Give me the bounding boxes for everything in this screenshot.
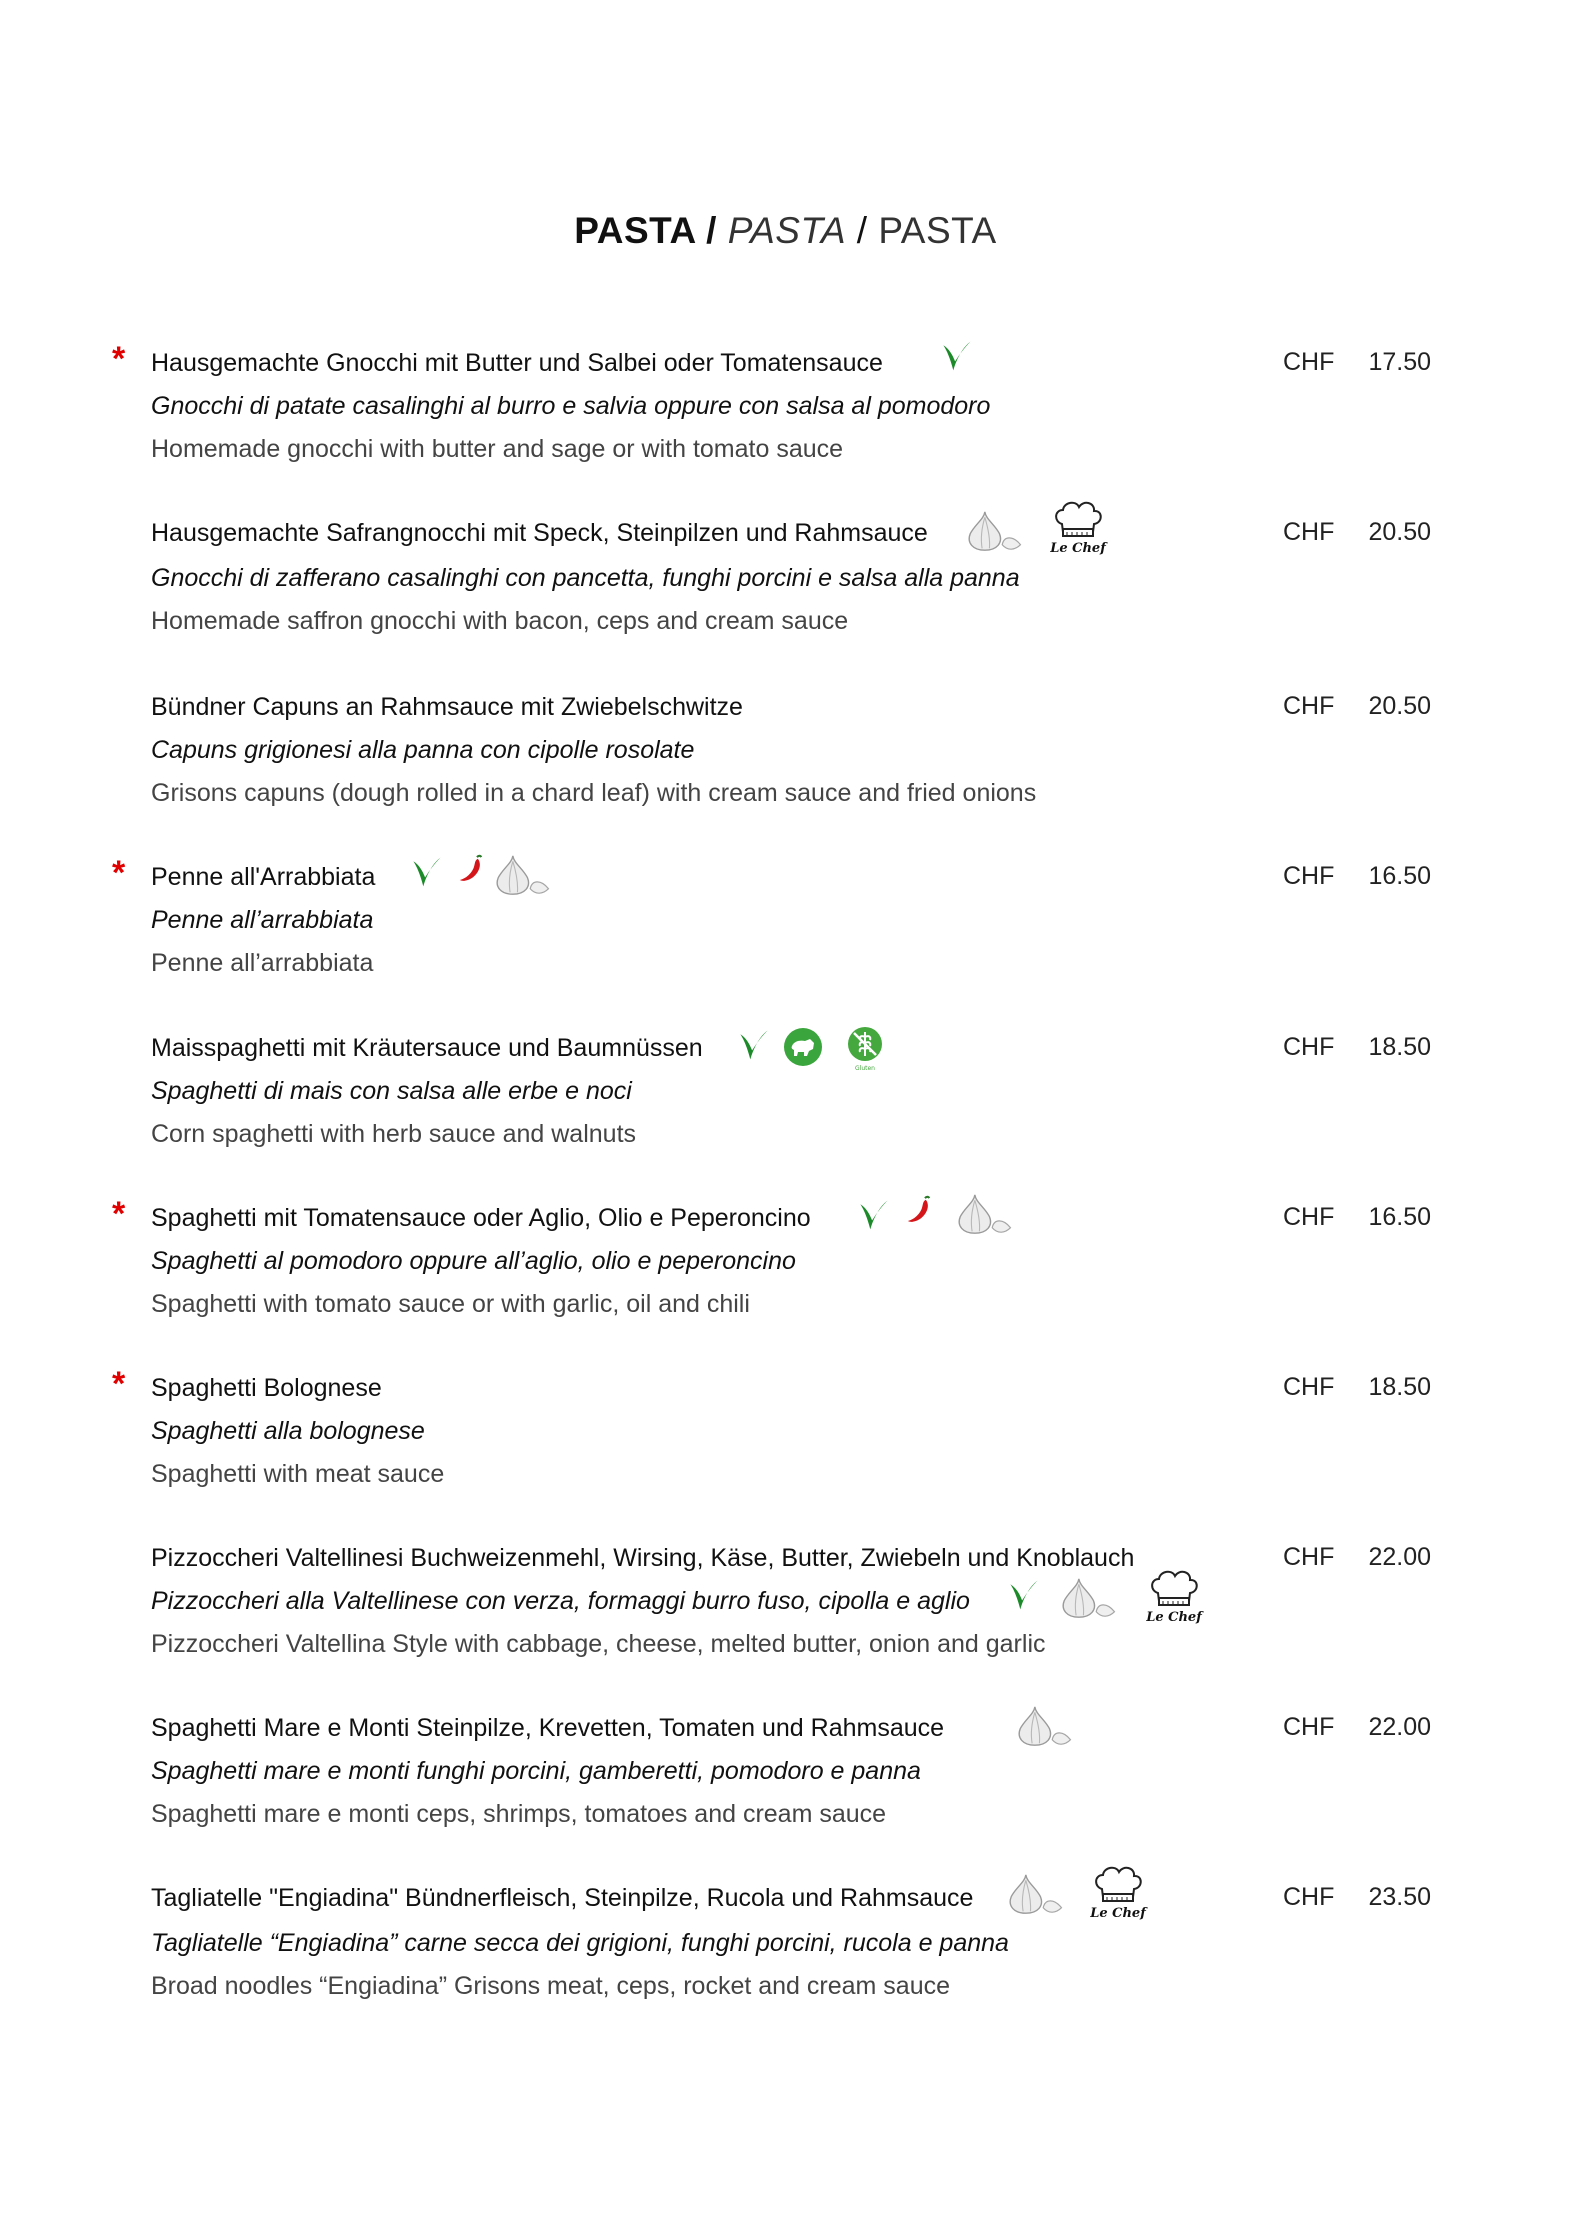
item-name-en: Spaghetti with meat sauce <box>151 1460 445 1488</box>
currency: CHF <box>1283 518 1335 546</box>
item-name-en: Broad noodles “Engiadina” Grisons meat, ceps, rocket and cream sauce <box>151 1972 951 2000</box>
menu-item <box>0 1365 1571 1523</box>
item-name-de: Tagliatelle "Engiadina" Bündnerfleisch, Steinpilze, Rucola und Rahmsauce <box>151 1884 974 1912</box>
item-name-en: Corn spaghetti with herb sauce and walnuts <box>151 1120 637 1148</box>
recommended-star: * <box>112 1195 126 1233</box>
item-name-en: Spaghetti mare e monti ceps, shrimps, tomatoes and cream sauce <box>151 1800 887 1828</box>
item-name-en: Homemade saffron gnocchi with bacon, ceps and cream sauce <box>151 607 849 635</box>
vegetarian-icon <box>938 338 974 374</box>
item-name-en: Pizzoccheri Valtellina Style with cabbage, cheese, melted butter, onion and garlic <box>151 1630 1046 1658</box>
price: 22.00 <box>1368 1713 1431 1741</box>
price: 20.50 <box>1368 692 1431 720</box>
chef-hat-icon <box>1144 1567 1204 1627</box>
menu-item <box>0 1195 1571 1353</box>
item-name-en: Grisons capuns (dough rolled in a chard leaf) with cream sauce and fried onions <box>151 779 1037 807</box>
garlic-icon <box>962 508 1026 554</box>
vegetarian-icon <box>735 1027 771 1063</box>
currency: CHF <box>1283 862 1335 890</box>
currency: CHF <box>1283 1203 1335 1231</box>
price: 16.50 <box>1368 1203 1431 1231</box>
vegetarian-icon <box>1005 1577 1041 1613</box>
currency: CHF <box>1283 1033 1335 1061</box>
price: 20.50 <box>1368 518 1431 546</box>
item-name-de: Maisspaghetti mit Kräutersauce und Baumnüssen <box>151 1034 703 1062</box>
menu-item <box>0 1713 1571 1863</box>
recommended-star: * <box>112 340 126 378</box>
item-name-de: Spaghetti mit Tomatensauce oder Aglio, Olio e Peperoncino <box>151 1204 811 1232</box>
title-de: PASTA <box>574 210 696 251</box>
chef-hat-icon <box>1088 1863 1148 1923</box>
item-name-it: Penne all’arrabbiata <box>151 906 374 934</box>
menu-item <box>0 1033 1571 1183</box>
menu-item <box>0 340 1571 498</box>
currency: CHF <box>1283 1543 1335 1571</box>
menu-item <box>0 1883 1571 2033</box>
lactose-free-icon <box>783 1027 823 1067</box>
page-title <box>0 210 1571 252</box>
item-name-it: Pizzoccheri alla Valtellinese con verza, formaggi burro fuso, cipolla e aglio <box>151 1587 970 1615</box>
item-name-en: Penne all’arrabbiata <box>151 949 374 977</box>
item-name-de: Hausgemachte Safrangnocchi mit Speck, Steinpilzen und Rahmsauce <box>151 519 928 547</box>
menu-item <box>0 1543 1571 1693</box>
menu-item <box>0 692 1571 842</box>
item-name-de: Hausgemachte Gnocchi mit Butter und Salbei oder Tomatensauce <box>151 349 883 377</box>
price: 18.50 <box>1368 1033 1431 1061</box>
garlic-icon <box>952 1191 1016 1237</box>
item-name-it: Capuns grigionesi alla panna con cipolle rosolate <box>151 736 695 764</box>
chili-icon <box>902 1193 936 1227</box>
currency: CHF <box>1283 348 1335 376</box>
currency: CHF <box>1283 1373 1335 1401</box>
title-en: PASTA <box>878 210 997 251</box>
item-name-it: Gnocchi di zafferano casalinghi con pancetta, funghi porcini e salsa alla panna <box>151 564 1020 592</box>
title-it: PASTA <box>727 210 847 251</box>
currency: CHF <box>1283 692 1335 720</box>
item-name-de: Spaghetti Mare e Monti Steinpilze, Krevetten, Tomaten und Rahmsauce <box>151 1714 945 1742</box>
garlic-icon <box>1003 1871 1067 1917</box>
item-name-it: Spaghetti alla bolognese <box>151 1417 425 1445</box>
recommended-star: * <box>112 1365 126 1403</box>
item-name-en: Spaghetti with tomato sauce or with garlic, oil and chili <box>151 1290 750 1318</box>
menu-item <box>0 518 1571 668</box>
item-name-de: Bündner Capuns an Rahmsauce mit Zwiebelschwitze <box>151 693 743 721</box>
price: 22.00 <box>1368 1543 1431 1571</box>
item-name-en: Homemade gnocchi with butter and sage or with tomato sauce <box>151 435 844 463</box>
item-name-it: Gnocchi di patate casalinghi al burro e salvia oppure con salsa al pomodoro <box>151 392 991 420</box>
gluten-free-icon <box>845 1025 885 1071</box>
item-name-it: Spaghetti mare e monti funghi porcini, gamberetti, pomodoro e panna <box>151 1757 921 1785</box>
item-name-it: Spaghetti al pomodoro oppure all’aglio, olio e peperoncino <box>151 1247 796 1275</box>
currency: CHF <box>1283 1713 1335 1741</box>
chili-icon <box>454 852 488 886</box>
menu-item <box>0 854 1571 1012</box>
garlic-icon <box>1012 1703 1076 1749</box>
item-name-de: Spaghetti Bolognese <box>151 1374 382 1402</box>
title-separator: / <box>846 210 879 251</box>
chef-hat-icon <box>1048 498 1108 558</box>
item-name-de: Penne all'Arrabbiata <box>151 863 376 891</box>
item-name-it: Tagliatelle “Engiadina” carne secca dei grigioni, funghi porcini, rucola e panna <box>151 1929 1009 1957</box>
item-name-de: Pizzoccheri Valtellinesi Buchweizenmehl, Wirsing, Käse, Butter, Zwiebeln und Knoblauch <box>151 1544 1135 1572</box>
garlic-icon <box>490 852 554 898</box>
price: 16.50 <box>1368 862 1431 890</box>
price: 18.50 <box>1368 1373 1431 1401</box>
garlic-icon <box>1056 1575 1120 1621</box>
vegetarian-icon <box>855 1197 891 1233</box>
price: 23.50 <box>1368 1883 1431 1911</box>
title-separator: / <box>695 210 728 251</box>
price: 17.50 <box>1368 348 1431 376</box>
vegetarian-icon <box>408 854 444 890</box>
recommended-star: * <box>112 854 126 892</box>
currency: CHF <box>1283 1883 1335 1911</box>
item-name-it: Spaghetti di mais con salsa alle erbe e noci <box>151 1077 632 1105</box>
